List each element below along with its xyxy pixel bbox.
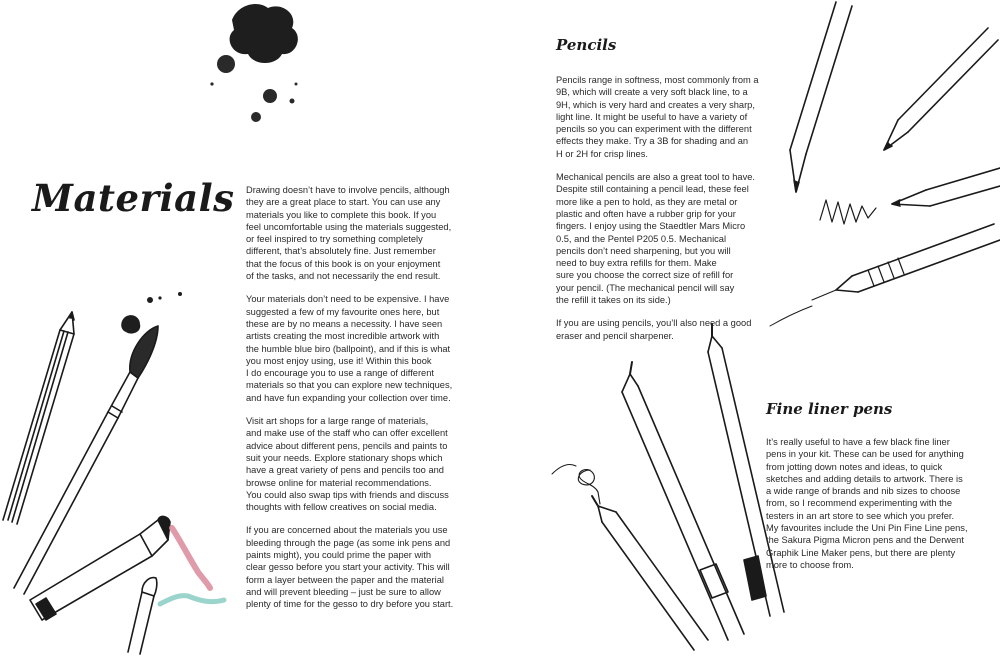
pen-scribble-icon xyxy=(578,470,600,504)
materials-paragraph: Drawing doesn’t have to involve pencils, although they are a great place to start. You can use any materials you like to complete this book. If you feel uncomfortable using the materials suggested, or feel inspired to try something completely different, that’s absolutely fine. Just remember that the focus of this book is on your enjoyment of the tasks, and not necessarily the end result. xyxy=(246,185,452,282)
pencil-right-3-icon xyxy=(892,168,1000,206)
pencils-paragraph: If you are using pencils, you’ll also need a good eraser and pencil sharpener. xyxy=(556,318,752,341)
materials-body xyxy=(246,184,482,622)
fineliners-heading: Fine liner pens xyxy=(766,400,893,418)
pencils-paragraph: Pencils range in softness, most commonly from a 9B, which will create a very soft black line, to a 9H, which is very hard and creates a very sharp, light line. It might be useful to have a variety of pencils so you can experiment with the different effects they make. Try a 3B for shading and an H or 2H for crisp lines. xyxy=(556,75,759,159)
pencils-heading: Pencils xyxy=(556,36,617,54)
pencils-paragraph: Mechanical pencils are also a great tool to have. Despite still containing a pencil lead, these feel more like a pen to hold, as they are metal or plastic and often have a rubber grip for your fingers. I enjoy using the Staedtler Mars Micro 0.5, and the Pentel P205 0.5. Mechanical pencils don’t need sharpening, but you will need to buy extra refills for them. Make sure you choose the correct size of refill for your pencil. (The mechanical pencil will say the refill it takes on its side.) xyxy=(556,172,755,306)
pencil-right-1-icon xyxy=(790,2,852,192)
fineliners-paragraph: It’s really useful to have a few black fine liner pens in your kit. These can be used for anything from jotting down notes and ideas, to quick sketches and adding details to artwork. There is a wide range of brands and nib sizes to choose from, so I recommend experimenting with the testers in an art store to see which you prefer. My favourites include the Uni Pin Fine Line pens, the Sakura Pigma Micron pens and the Derwent Graphik Line Maker pens, but there are plenty more to choose from. xyxy=(766,437,968,570)
materials-paragraph: Visit art shops for a large range of materials, and make use of the staff who can offer excellent advice about different pens, pencils and paints to suit your needs. Explore stationary shops which have a great variety of pens and pencils too and browse online for material recommendations. You could also swap tips with friends and discuss thoughts with fellow creatives on social media. xyxy=(246,416,449,513)
pen-line-icon xyxy=(552,464,576,474)
teal-paint-stroke-icon xyxy=(160,596,224,604)
pencil-drawing-icon xyxy=(3,312,74,524)
fineliner-pen-2-icon xyxy=(592,496,708,650)
ink-blot-icon xyxy=(210,4,297,122)
materials-paragraph: If you are concerned about the materials you use bleeding through the page (as some ink pens and paints might), you could prime the paper with clear gesso before you start your activity. This will form a layer between the paper and the material and will prevent bleeding – just be sure to allow plenty of time for the gesso to dry before you start. xyxy=(246,525,454,610)
mechanical-pencil-icon xyxy=(812,224,1000,300)
ink-splatter-icon xyxy=(121,292,182,334)
small-brush-icon xyxy=(128,578,157,654)
marker-icon xyxy=(30,516,170,620)
fineliner-pen-1-icon xyxy=(622,362,744,640)
pencil-right-2-icon xyxy=(884,28,998,150)
pencils-body xyxy=(556,74,792,353)
materials-paragraph: Your materials don’t need to be expensive. I have suggested a few of my favourite ones here, but these are by no means a necessity. I have seen artists creating the most incredible artwork with the humble blue biro (ballpoint), and if this is what you most enjoy using, use it! Within this book I do encourage you to use a range of different materials so that you can explore new techniques, and have fun expanding your collection over time. xyxy=(246,294,453,403)
pencil-scribble-icon xyxy=(820,200,876,224)
fineliners-body xyxy=(766,436,996,582)
page-title: Materials xyxy=(32,176,235,220)
pink-paint-stroke-icon xyxy=(172,528,210,588)
